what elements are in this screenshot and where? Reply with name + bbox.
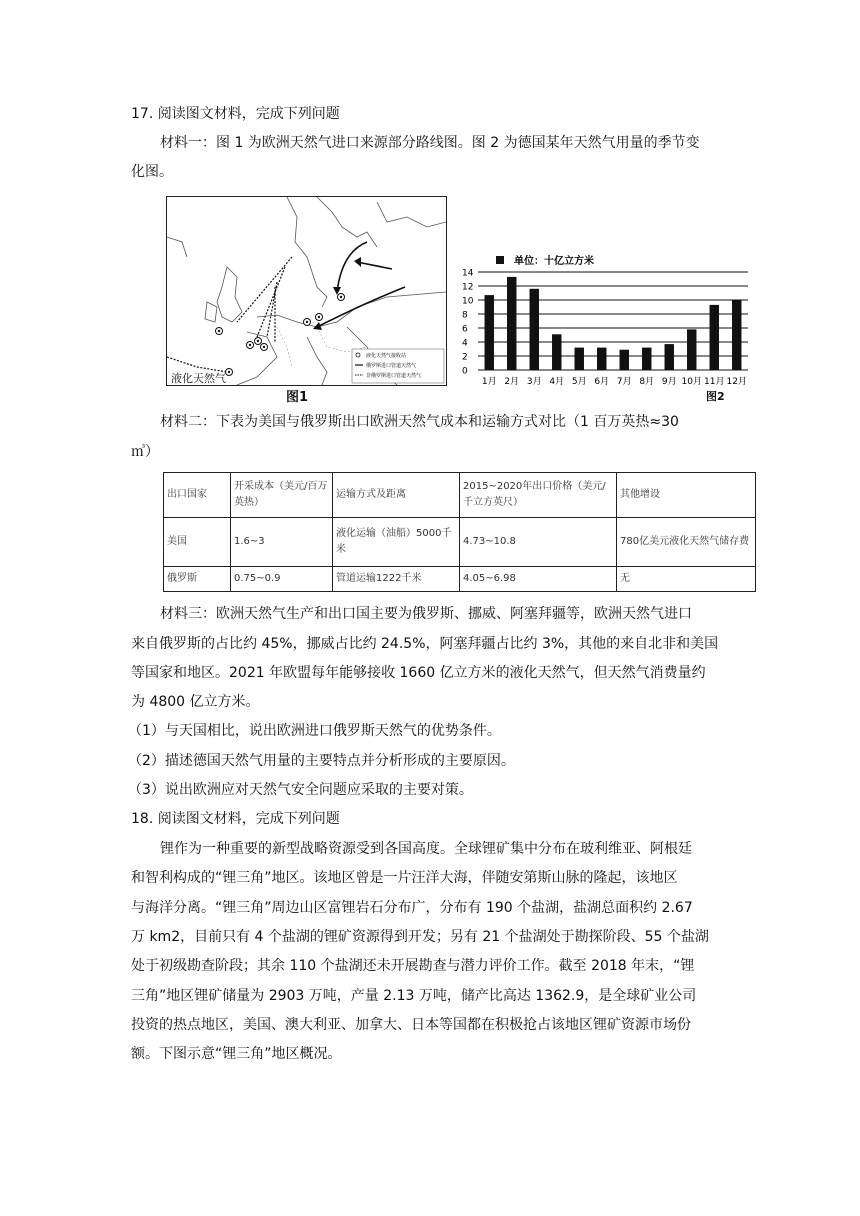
table-cell: 780亿美元液化天然气储存费 <box>617 518 756 567</box>
bar-3 <box>530 289 539 370</box>
coast-scandinavia <box>287 197 327 307</box>
q18-para-line6: 三角”地区锂矿储量为 2903 万吨，产量 2.13 万吨，储产比高达 1362.9，是全球矿业公司 <box>131 988 697 1004</box>
y-tick-label: 6 <box>462 324 468 335</box>
norway-pipe-2 <box>257 267 285 337</box>
material3-line2: 来自俄罗斯的占比约 45%，挪威占比约 24.5%，阿塞拜疆占比约 3%，其他的来自北非和美国 <box>131 636 719 652</box>
table-cell: 4.05~6.98 <box>460 567 617 592</box>
x-tick-label: 7月 <box>616 377 632 387</box>
y-tick-label: 12 <box>462 282 474 293</box>
comparison-table <box>163 472 756 592</box>
x-tick-label: 12月 <box>726 377 747 387</box>
coast-britain <box>217 267 242 322</box>
bar-11 <box>710 305 719 370</box>
bar-8 <box>642 348 651 370</box>
bar-12 <box>732 300 741 370</box>
table-header-cell: 其他增设 <box>617 473 756 518</box>
x-tick-label: 3月 <box>526 377 542 387</box>
table-header-cell: 2015~2020年出口价格（美元/千立方英尺） <box>460 473 617 518</box>
coast-finland <box>317 197 377 247</box>
x-tick-label: 11月 <box>704 377 725 387</box>
material3-line1: 材料三：欧洲天然气生产和出口国主要为俄罗斯、挪威、阿塞拜疆等，欧洲天然气进口 <box>160 606 692 622</box>
question-1: （1）与天国相比，说出欧洲进口俄罗斯天然气的优势条件。 <box>128 723 501 739</box>
material2-line2: ㎥） <box>131 444 159 460</box>
table-header-cell: 运输方式及距离 <box>333 473 460 518</box>
pipeline-arrow-2 <box>357 262 392 269</box>
bar-5 <box>575 348 584 370</box>
coast-ireland <box>205 302 217 322</box>
bar-4 <box>552 334 561 370</box>
table-cell: 0.75~0.9 <box>231 567 333 592</box>
x-tick-label: 5月 <box>571 377 587 387</box>
fig2-caption: 图2 <box>706 390 725 403</box>
coast-russia-north <box>377 202 446 227</box>
pipeline-arrow-3 <box>317 287 405 327</box>
material3-line4: 为 4800 亿立方米。 <box>131 694 260 710</box>
table-header-cell: 出口国家 <box>164 473 231 518</box>
q18-para-line4: 万 km2，目前只有 4 个盐湖的锂矿资源得到开发；另有 21 个盐湖处于勘探阶段、55 个盐湖 <box>131 929 709 945</box>
table-cell: 无 <box>617 567 756 592</box>
chart-x-ticks <box>482 376 747 387</box>
table-cell: 俄罗斯 <box>164 567 231 592</box>
chart-gridlines <box>478 272 748 370</box>
fig1-caption: 图1 <box>286 390 309 405</box>
table-cell: 4.73~10.8 <box>460 518 617 567</box>
lng-label: 液化天然气 <box>171 372 226 385</box>
bar-9 <box>665 344 674 370</box>
arrowhead-2 <box>354 257 361 267</box>
table-cell: 1.6~3 <box>231 518 333 567</box>
material1-line1: 材料一：图 1 为欧洲天然气进口来源部分路线图。图 2 为德国某年天然气用量的季节变 <box>160 135 700 151</box>
norway-pipe-1 <box>237 257 292 322</box>
map-svg <box>167 197 446 385</box>
question-3: （3）说出欧洲应对天然气安全问题应采取的主要对策。 <box>128 782 473 798</box>
bar-1 <box>485 295 494 370</box>
q18-para-line5: 处于初级勘查阶段；其余 110 个盐湖还未开展勘查与潜力评价工作。截至 2018 年末，“锂 <box>131 958 695 974</box>
y-tick-label: 4 <box>462 338 468 349</box>
bar-7 <box>620 350 629 370</box>
chart-legend-swatch <box>496 256 504 264</box>
q18-title: 18. 阅读图文材料，完成下列问题 <box>131 811 340 827</box>
material1-line2: 化图。 <box>131 164 173 180</box>
y-tick-label: 2 <box>462 352 468 363</box>
bar-6 <box>597 348 606 370</box>
q18-para-line7: 投资的热点地区，美国、澳大利亚、加拿大、日本等国都在积极抢占该地区锂矿资源市场份 <box>131 1017 691 1033</box>
table-cell: 管道运输1222千米 <box>333 567 460 592</box>
germany-gas-chart <box>452 248 752 398</box>
y-tick-label: 14 <box>462 268 474 279</box>
table-header-cell: 开采成本（美元/百万英热） <box>231 473 333 518</box>
coast-iceland <box>167 237 187 257</box>
pipeline-nordstream <box>337 242 367 292</box>
x-tick-label: 1月 <box>481 377 497 387</box>
x-tick-label: 6月 <box>594 377 610 387</box>
border-2 <box>277 327 292 367</box>
legend-terminal-text: 液化天然气接收站 <box>366 353 407 359</box>
q17-title: 17. 阅读图文材料，完成下列问题 <box>131 106 340 122</box>
legend-terminal-icon <box>356 353 360 357</box>
x-tick-label: 4月 <box>549 377 565 387</box>
q18-para-line3: 与海洋分离。“锂三角”周边山区富锂岩石分布广，分布有 190 个盐湖，盐湖总面积约 2.67 <box>131 900 693 916</box>
table-header-row <box>164 473 756 518</box>
q18-para-line1: 锂作为一种重要的新型战略资源受到各国高度。全球锂矿集中分布在玻利维亚、阿根廷 <box>160 841 692 857</box>
q18-para-line2: 和智利构成的“锂三角”地区。该地区曾是一片汪洋大海，伴随安第斯山脉的隆起，该地区 <box>131 870 678 886</box>
bar-10 <box>687 329 696 370</box>
europe-gas-map <box>166 196 447 386</box>
question-2: （2）描述德国天然气用量的主要特点并分析形成的主要原因。 <box>128 753 515 769</box>
material3-line3: 等国家和地区。2021 年欧盟每年能够接收 1660 亿立方米的液化天然气，但天然气消费量约 <box>131 665 706 681</box>
bar-2 <box>507 277 516 370</box>
chart-legend-label: 单位：十亿立方米 <box>514 256 594 267</box>
legend-ru-pipe-text: 俄罗斯进口管道天然气 <box>366 363 417 369</box>
table-row <box>164 567 756 592</box>
material2-line1: 材料二：下表为美国与俄罗斯出口欧洲天然气成本和运输方式对比（1 百万英热≈30 <box>160 414 679 430</box>
table-row <box>164 518 756 567</box>
y-tick-label: 0 <box>462 366 468 377</box>
y-tick-label: 10 <box>462 296 474 307</box>
x-tick-label: 10月 <box>681 377 702 387</box>
chart-y-ticks <box>462 269 474 377</box>
y-tick-label: 8 <box>462 310 468 321</box>
coast-italy <box>307 337 327 385</box>
x-tick-label: 8月 <box>639 377 655 387</box>
q18-para-line8: 额。下图示意“锂三角”地区概况。 <box>131 1046 342 1062</box>
table-cell: 美国 <box>164 518 231 567</box>
table-cell: 液化运输（油船）5000千米 <box>333 518 460 567</box>
legend-nonru-pipe-text: 非俄罗斯进口管道天然气 <box>366 373 422 379</box>
x-tick-label: 2月 <box>504 377 520 387</box>
x-tick-label: 9月 <box>661 377 677 387</box>
